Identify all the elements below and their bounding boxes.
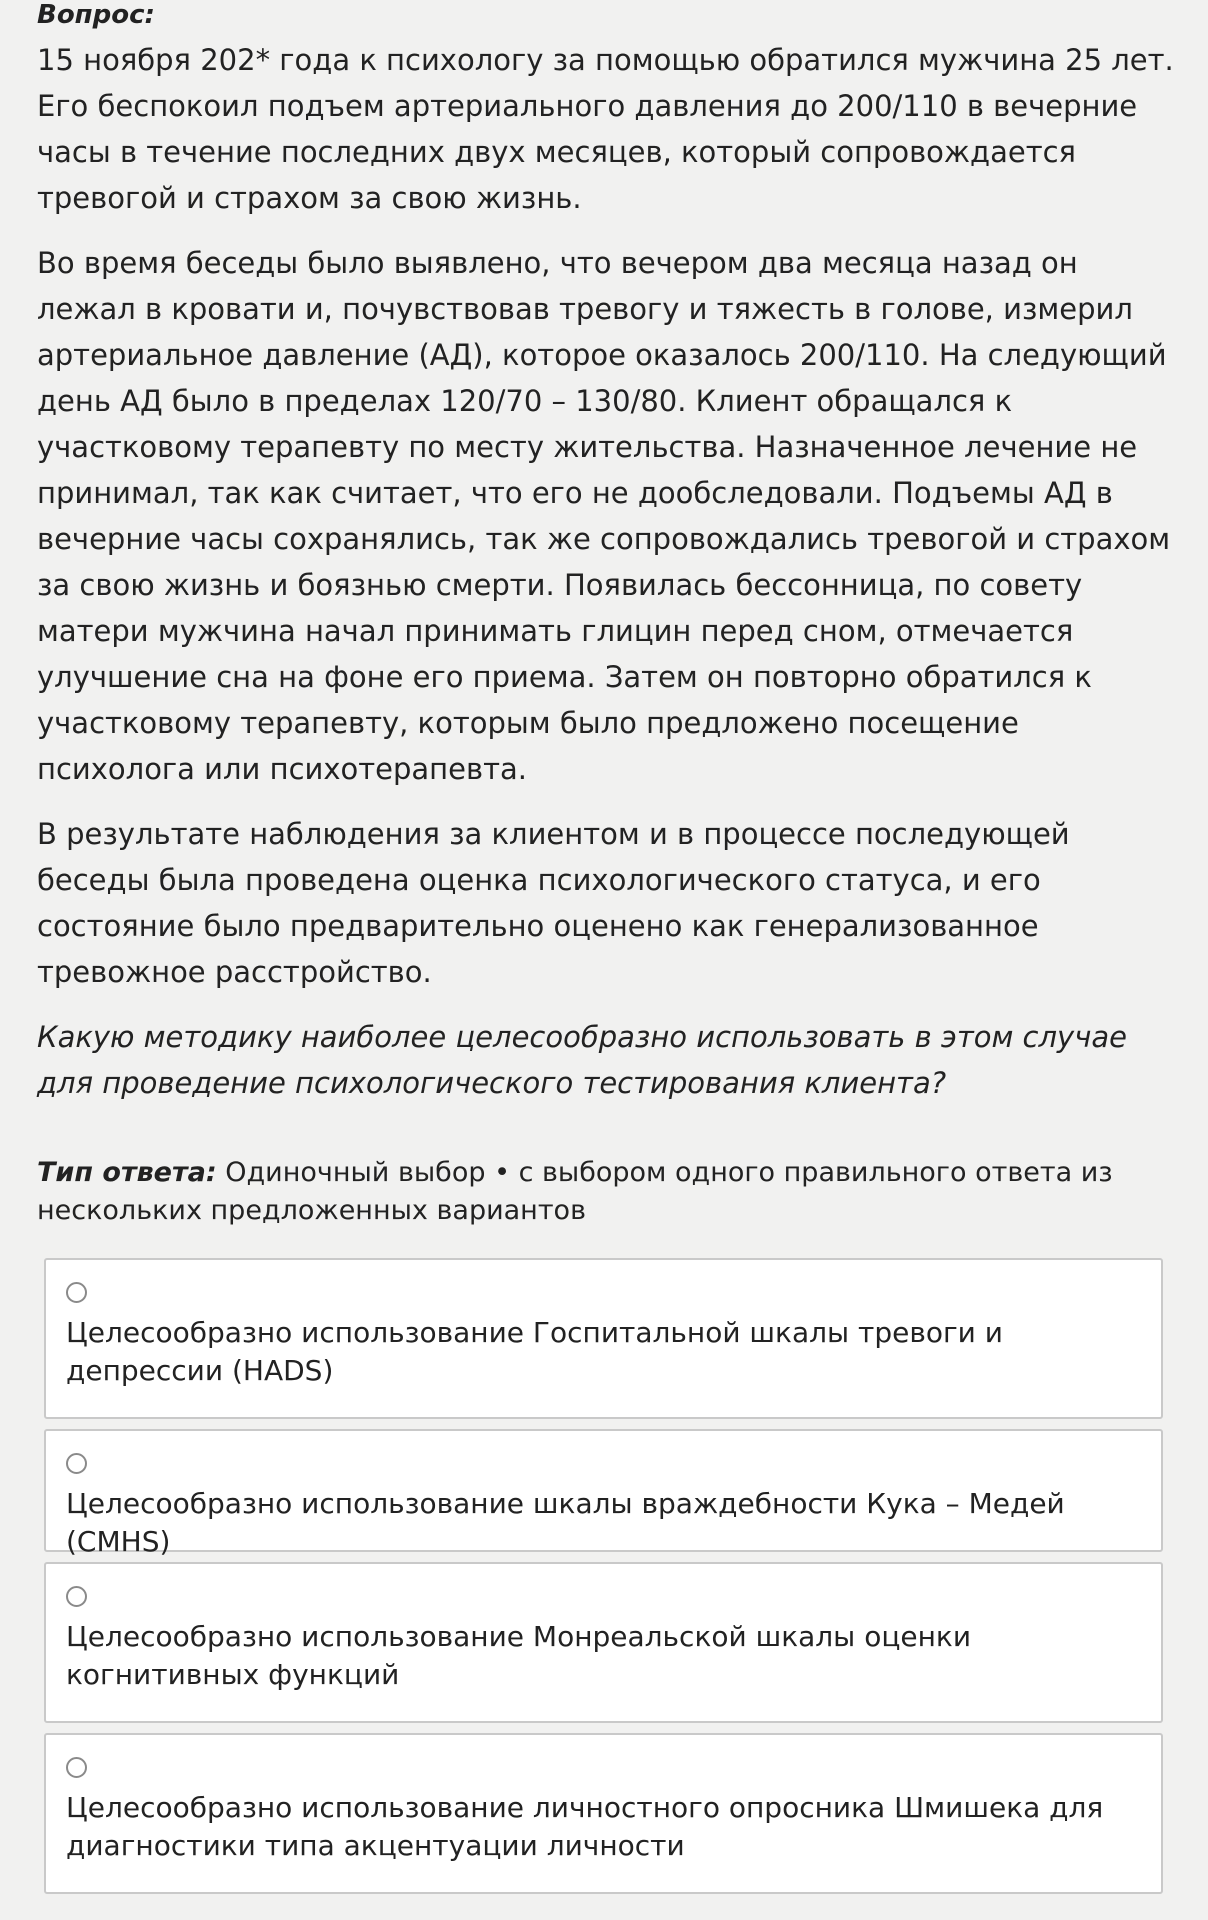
answer-option-4[interactable] bbox=[44, 1733, 1163, 1894]
answer-type-value: Одиночный выбор • с выбором одного правильного ответа из нескольких предложенных вариантов bbox=[37, 1157, 1113, 1226]
answer-option-3[interactable] bbox=[44, 1562, 1163, 1723]
answer-option-label: Целесообразно использование Монреальской шкалы оценки когнитивных функций bbox=[66, 1620, 972, 1691]
answer-option-label: Целесообразно использование шкалы враждебности Кука – Медей (CMHS) bbox=[66, 1487, 1065, 1558]
answer-type bbox=[37, 1154, 1177, 1230]
radio-button-icon[interactable] bbox=[66, 1586, 87, 1607]
answer-option-label: Целесообразно использование личностного опросника Шмишека для диагностики типа акцентуации личности bbox=[66, 1791, 1104, 1862]
question-block bbox=[37, 0, 1177, 1230]
question-heading: Вопрос: bbox=[37, 0, 155, 30]
radio-button-icon[interactable] bbox=[66, 1757, 87, 1778]
radio-button-icon[interactable] bbox=[66, 1282, 87, 1303]
answer-option-2[interactable] bbox=[44, 1429, 1163, 1558]
question-prompt: Какую методику наиболее целесообразно использовать в этом случае для проведение психологического тестирования клиента? bbox=[37, 1020, 1127, 1100]
question-paragraph-3: В результате наблюдения за клиентом и в процессе последующей беседы была проведена оценка психологического статуса, и его состояние было предварительно оценено как генерализованное тревожное расстройство. bbox=[37, 817, 1070, 989]
question-paragraph-2: Во время беседы было выявлено, что вечером два месяца назад он лежал в кровати и, почувствовав тревогу и тяжесть в голове, измерил артериальное давление (АД), которое оказалось 200/110. На следующий день АД было в пределах 120/70 – 130/80. Клиент обращался к участковому терапевту по месту жительства. Назначенное лечение не принимал, так как считает, что его не дообследовали. Подъемы АД в вечерние часы сохранялись, так же сопровождались тревогой и страхом за свою жизнь и боязнью смерти. Появилась бессонница, по совету матери мужчина начал принимать глицин перед сном, отмечается улучшение сна на фоне его приема. Затем он повторно обратился к участковому терапевту, которым было предложено посещение психолога или психотерапевта. bbox=[37, 246, 1171, 786]
answer-type-label: Тип ответа: bbox=[37, 1157, 217, 1188]
question-paragraph-1: 15 ноября 202* года к психологу за помощью обратился мужчина 25 лет. Его беспокоил подъем артериального давления до 200/110 в вечерние часы в течение последних двух месяцев, который сопровождается тревогой и страхом за свою жизнь. bbox=[37, 43, 1174, 215]
answer-option-1[interactable] bbox=[44, 1258, 1163, 1419]
answer-options bbox=[44, 1258, 1163, 1904]
answer-option-label: Целесообразно использование Госпитальной шкалы тревоги и депрессии (HADS) bbox=[66, 1316, 1003, 1387]
radio-button-icon[interactable] bbox=[66, 1453, 87, 1474]
